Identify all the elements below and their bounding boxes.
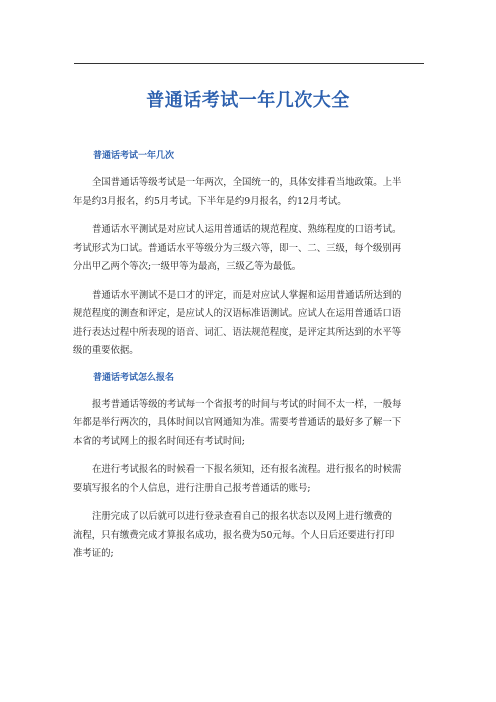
text-line: 普通话水平测试不是口才的评定，而是对应试人掌握和运用普通话所达到的 [92, 289, 402, 301]
text-line: 进行表达过程中所表现的语音、词汇、语法规范程度，是评定其所达到的水平等 [73, 326, 402, 338]
paragraph [73, 174, 425, 211]
text-line: 普通话水平测试是对应试人运用普通话的规范程度、熟练程度的口语考试。 [92, 224, 402, 235]
text-line: 年是约3月报名，约5月考试。下半年是约9月报名，约12月考试。 [73, 195, 347, 207]
section-heading-exam-frequency: 普通话考试一年几次 [93, 151, 175, 161]
text-line: 分出甲乙两个等次;一级甲等为最高，三级乙等为最低。 [73, 261, 302, 272]
paragraph [73, 461, 425, 498]
paragraph [73, 508, 425, 564]
text-line: 要填写报名的个人信息，进行注册自己报考普通话的账号; [73, 482, 311, 494]
top-divider [74, 63, 424, 64]
text-line: 注册完成了以后就可以进行登录查看自己的报名状态以及网上进行缴费的 [92, 511, 393, 522]
text-line: 准考证的; [73, 548, 114, 559]
document-body [73, 150, 425, 564]
section-heading-how-to-register: 普通话考试怎么报名 [93, 372, 175, 383]
text-line: 在进行考试报名的时候看一下报名须知，还有报名流程。进行报名的时候需 [92, 464, 402, 475]
paragraph [73, 287, 425, 361]
text-line: 规范程度的测查和评定，是应试人的汉语标准语测试。应试人在运用普通话口语 [73, 308, 402, 319]
document-title: 普通话考试一年几次大全 [146, 90, 350, 111]
text-line: 报考普通话等级的考试每一个省报考的时间与考试的时间不太一样，一般每 [92, 398, 402, 410]
text-line: 年都是举行两次的，具体时间以官网通知为准。需要考普通话的最好多了解一下 [73, 417, 402, 428]
text-line: 全国普通话等级考试是一年两次，全国统一的，具体安排看当地政策。上半 [92, 177, 402, 188]
paragraph [73, 221, 425, 277]
text-line: 本省的考试网上的报名时间还有考试时间; [73, 435, 245, 447]
paragraph [73, 396, 425, 452]
text-line: 考试形式为口试。普通话水平等级分为三级六等，即一、二、三级，每个级别再 [73, 242, 402, 254]
text-line: 级的重要依据。 [73, 345, 139, 356]
text-line: 流程，只有缴费完成才算报名成功，报名费为50元每。个人日后还要进行打印 [73, 529, 395, 541]
